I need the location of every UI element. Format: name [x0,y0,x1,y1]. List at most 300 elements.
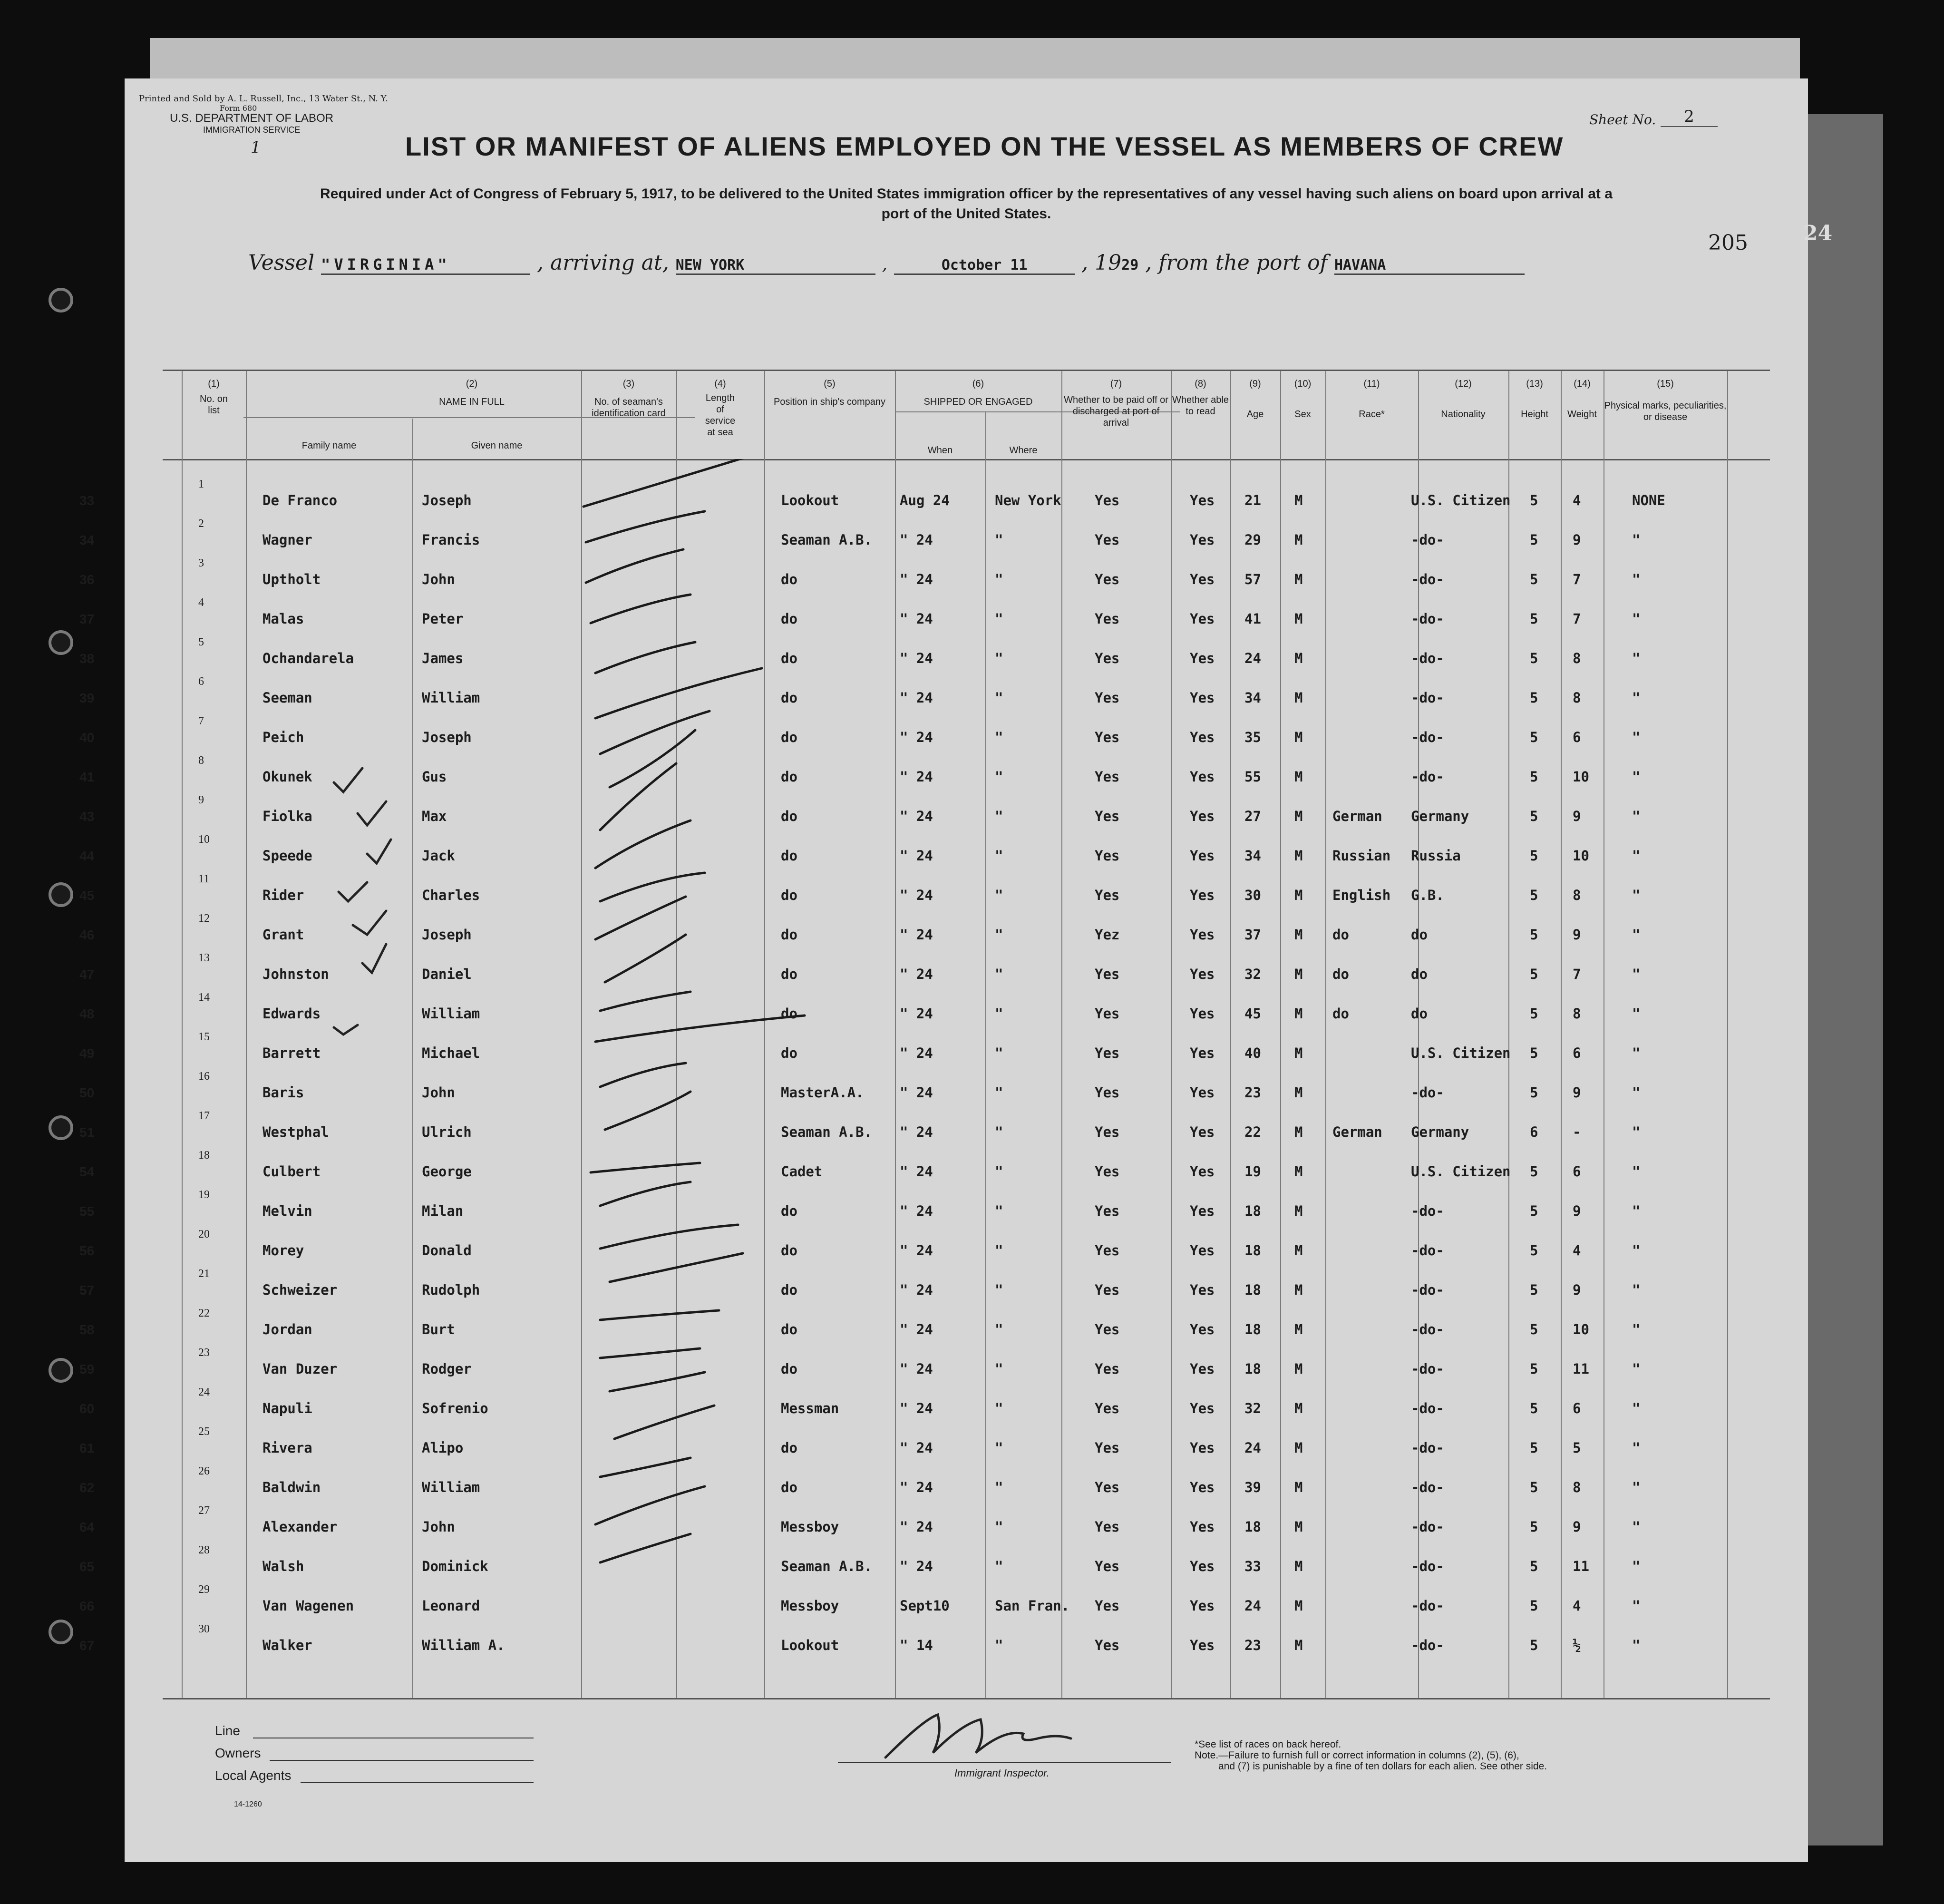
cell-height: 5 [1530,1558,1538,1574]
cell-height: 5 [1530,1045,1538,1061]
cell-nationality: -do- [1411,1321,1444,1338]
cell-nationality: -do- [1411,769,1444,785]
cell-paid: Yes [1095,690,1120,706]
col-number: (15) [1657,379,1674,389]
outer-number: 41 [79,770,95,784]
cell-position: Seaman A.B. [781,1124,873,1140]
cell-age: 22 [1244,1124,1261,1140]
cell-paid: Yes [1095,1361,1120,1377]
list-number: 28 [198,1544,210,1556]
cell-where: " [995,1400,1003,1416]
cell-sex: M [1294,1203,1303,1219]
col-rule [246,371,247,1698]
cell-weight: 8 [1573,690,1581,706]
cell-read: Yes [1190,887,1215,903]
cell-position: Seaman A.B. [781,1558,873,1574]
cell-weight: 10 [1573,848,1589,864]
cell-nationality: U.S. Citizen [1411,1045,1511,1061]
cell-sex: M [1294,1400,1303,1416]
cell-race: do [1332,927,1349,943]
cell-marks: " [1632,1558,1641,1574]
cell-when: " 24 [900,1519,933,1535]
outer-number: 47 [79,967,95,982]
cell-weight: 9 [1573,532,1581,548]
cell-family: Rider [262,887,304,903]
cell-marks: " [1632,769,1641,785]
col2b-header: Given name [471,440,523,451]
cell-weight: 7 [1573,611,1581,627]
cell-nationality: -do- [1411,1203,1444,1219]
cell-family: Seeman [262,690,312,706]
arrival-date: October 11 [894,257,1075,275]
cell-given: Jack [422,848,455,864]
cell-paid: Yes [1095,1242,1120,1259]
cell-family: Jordan [262,1321,312,1338]
cell-height: 5 [1530,1519,1538,1535]
list-number: 26 [198,1465,210,1477]
from-label: , from the port of [1145,251,1328,275]
cell-position: Messman [781,1400,839,1416]
cell-when: " 24 [900,650,933,666]
cell-height: 5 [1530,1400,1538,1416]
cell-read: Yes [1190,492,1215,508]
cell-family: Fiolka [262,808,312,824]
cell-paid: Yes [1095,1163,1120,1180]
cell-where: " [995,1519,1003,1535]
cell-marks: " [1632,1006,1641,1022]
cell-marks: " [1632,1124,1641,1140]
cell-paid: Yes [1095,1598,1120,1614]
col3-header [581,378,676,419]
list-number: 7 [198,715,204,727]
col-rule [1508,371,1509,1698]
cell-when: " 24 [900,532,933,548]
cell-weight: 5 [1573,1440,1581,1456]
col-rule [1561,371,1562,1698]
cell-marks: " [1632,1637,1641,1653]
inspector-line [838,1762,1171,1763]
cell-when: " 24 [900,966,933,982]
cell-sex: M [1294,1124,1303,1140]
outer-number: 60 [79,1401,95,1416]
binder-hole [49,1358,73,1383]
cell-age: 57 [1244,571,1261,587]
cell-marks: " [1632,966,1641,982]
list-number: 1 [198,478,204,490]
cell-position: do [781,1006,797,1022]
col-title: Whether able to read [1172,395,1229,417]
cell-position: Lookout [781,492,839,508]
cell-read: Yes [1190,1479,1215,1495]
cell-marks: " [1632,532,1641,548]
cell-read: Yes [1190,1282,1215,1298]
col6-header [895,378,1061,408]
cell-where: " [995,848,1003,864]
col8-header [1171,378,1230,417]
col7-header [1061,378,1171,429]
cell-given: Leonard [422,1598,480,1614]
col-number: (9) [1249,379,1261,389]
cell-paid: Yes [1095,887,1120,903]
cell-position: do [781,808,797,824]
cell-marks: " [1632,927,1641,943]
cell-read: Yes [1190,966,1215,982]
cell-position: Lookout [781,1637,839,1653]
cell-race: German [1332,1124,1382,1140]
cell-read: Yes [1190,848,1215,864]
cell-weight: 8 [1573,1479,1581,1495]
cell-height: 5 [1530,1321,1538,1338]
cell-marks: " [1632,729,1641,745]
list-number: 29 [198,1583,210,1596]
list-number: 17 [198,1110,210,1122]
year-label: , 19 [1081,251,1122,275]
vessel-line: Vessel "VIRGINIA" , arriving at, NEW YORK , October 11 , 1929 , from the port of HAVANA [248,251,1525,275]
cell-sex: M [1294,492,1303,508]
cell-position: do [781,966,797,982]
cell-position: do [781,1242,797,1259]
col6a-header: When [927,445,953,456]
cell-height: 5 [1530,927,1538,943]
cell-read: Yes [1190,1006,1215,1022]
col-number: (6) [972,379,984,389]
cell-read: Yes [1190,650,1215,666]
cell-height: 6 [1530,1124,1538,1140]
cell-sex: M [1294,1282,1303,1298]
col-number: (1) [208,379,220,389]
cell-given: John [422,1519,455,1535]
col9-header [1230,378,1280,420]
cell-read: Yes [1190,1598,1215,1614]
cell-height: 5 [1530,1598,1538,1614]
list-number: 15 [198,1031,210,1043]
list-number: 18 [198,1149,210,1162]
cell-paid: Yes [1095,492,1120,508]
col-title: Sex [1294,409,1311,420]
cell-read: Yes [1190,1519,1215,1535]
cell-family: Culbert [262,1163,321,1180]
list-number: 19 [198,1189,210,1201]
cell-nationality: -do- [1411,611,1444,627]
cell-paid: Yes [1095,1321,1120,1338]
stamp-number: 205 [1708,231,1748,255]
race-note: *See list of races on back hereof. [1195,1739,1341,1750]
arrival-year: 29 [1121,257,1139,273]
cell-height: 5 [1530,1637,1538,1653]
cell-when: " 24 [900,729,933,745]
cell-read: Yes [1190,1084,1215,1101]
cell-age: 18 [1244,1203,1261,1219]
cell-when: " 24 [900,1045,933,1061]
cell-paid: Yes [1095,1637,1120,1653]
cell-sex: M [1294,532,1303,548]
cell-where: " [995,966,1003,982]
cell-sex: M [1294,650,1303,666]
col-number: (14) [1574,379,1591,389]
cell-where: " [995,1084,1003,1101]
cell-marks: " [1632,1321,1641,1338]
cell-height: 5 [1530,690,1538,706]
cell-read: Yes [1190,1163,1215,1180]
cell-marks: NONE [1632,492,1665,508]
cell-read: Yes [1190,611,1215,627]
cell-given: Ulrich [422,1124,472,1140]
cell-given: William [422,1006,480,1022]
cell-where: " [995,690,1003,706]
cell-where: " [995,1006,1003,1022]
cell-nationality: -do- [1411,1479,1444,1495]
cell-position: do [781,1045,797,1061]
col-number: (7) [1110,379,1122,389]
cell-paid: Yes [1095,1282,1120,1298]
cell-marks: " [1632,650,1641,666]
cell-age: 24 [1244,1440,1261,1456]
cell-paid: Yes [1095,650,1120,666]
cell-paid: Yes [1095,1400,1120,1416]
cell-sex: M [1294,1084,1303,1101]
cell-when: Sept10 [900,1598,950,1614]
cell-given: Rodger [422,1361,472,1377]
cell-family: Wagner [262,532,312,548]
outer-number: 61 [79,1441,95,1455]
col-title: Physical marks, peculiarities, or disease [1604,400,1727,422]
cell-when: " 24 [900,848,933,864]
cell-given: William [422,690,480,706]
cell-when: " 24 [900,1006,933,1022]
subtitle-line-2: port of the United States. [881,206,1051,222]
cell-weight: 9 [1573,927,1581,943]
cell-read: Yes [1190,1321,1215,1338]
cell-age: 32 [1244,966,1261,982]
cell-marks: " [1632,1203,1641,1219]
list-number: 23 [198,1347,210,1359]
outer-number: 50 [79,1085,95,1100]
agents-label: Local Agents [215,1768,292,1783]
cell-sex: M [1294,1006,1303,1022]
cell-paid: Yes [1095,769,1120,785]
cell-paid: Yes [1095,611,1120,627]
cell-when: " 24 [900,571,933,587]
arriving-label: , arriving at, [537,251,669,275]
service: IMMIGRATION SERVICE [203,125,301,135]
outer-number: 55 [79,1204,95,1219]
cell-given: Burt [422,1321,455,1338]
col-title: Weight [1567,409,1597,420]
outer-number: 66 [79,1599,95,1613]
col-rule [182,371,183,1698]
cell-family: Schweizer [262,1282,338,1298]
inspector-signature [866,1705,1114,1762]
cell-age: 21 [1244,492,1261,508]
list-number: 8 [198,754,204,767]
cell-weight: - [1573,1124,1581,1140]
cell-marks: " [1632,1282,1641,1298]
cell-age: 23 [1244,1637,1261,1653]
table-bottom-rule [163,1698,1770,1699]
cell-weight: 9 [1573,1084,1581,1101]
vessel-name: "VIRGINIA" [321,255,530,275]
col-rule [412,419,413,1698]
cell-when: " 24 [900,1321,933,1338]
cell-given: Michael [422,1045,480,1061]
cell-family: Ochandarela [262,650,354,666]
cell-nationality: do [1411,966,1428,982]
list-number: 12 [198,912,210,925]
cell-sex: M [1294,1558,1303,1574]
cell-height: 5 [1530,1163,1538,1180]
cell-marks: " [1632,1045,1641,1061]
col-number: (8) [1195,379,1206,389]
cell-given: Dominick [422,1558,488,1574]
cell-sex: M [1294,571,1303,587]
cell-weight: 4 [1573,1242,1581,1259]
cell-sex: M [1294,1519,1303,1535]
cell-weight: ½ [1573,1637,1581,1653]
cell-when: " 24 [900,690,933,706]
col10-header [1280,378,1325,420]
cell-nationality: -do- [1411,729,1444,745]
col-number: (4) [714,379,726,389]
cell-age: 18 [1244,1519,1261,1535]
cell-position: MasterA.A. [781,1084,864,1101]
cell-sex: M [1294,1479,1303,1495]
cell-marks: " [1632,1479,1641,1495]
cell-family: Grant [262,927,304,943]
list-number: 16 [198,1070,210,1083]
cell-weight: 8 [1573,650,1581,666]
cell-marks: " [1632,1598,1641,1614]
inspector-label: Immigrant Inspector. [954,1767,1050,1779]
list-number: 4 [198,596,204,609]
cell-marks: " [1632,1242,1641,1259]
cell-where: " [995,1479,1003,1495]
col-rule [1418,371,1419,1698]
list-number: 27 [198,1504,210,1517]
cell-when: " 24 [900,1124,933,1140]
cell-nationality: Germany [1411,808,1469,824]
cell-age: 37 [1244,927,1261,943]
outer-number: 34 [79,533,95,547]
cell-position: do [781,611,797,627]
cell-height: 5 [1530,769,1538,785]
cell-marks: " [1632,1361,1641,1377]
cell-where: " [995,1282,1003,1298]
cell-family: Rivera [262,1440,312,1456]
binder-hole [49,1620,73,1644]
cell-given: Peter [422,611,464,627]
outer-number: 51 [79,1125,95,1140]
handwritten-strokes [581,459,914,1696]
cell-given: Charles [422,887,480,903]
outer-number: 38 [79,651,95,666]
cell-where: " [995,1440,1003,1456]
cell-nationality: -do- [1411,690,1444,706]
cell-when: " 24 [900,1361,933,1377]
cell-position: do [781,690,797,706]
cell-family: Morey [262,1242,304,1259]
binder-hole [49,288,73,312]
cell-sex: M [1294,1321,1303,1338]
cell-paid: Yes [1095,1519,1120,1535]
cell-given: William [422,1479,480,1495]
outer-number: 54 [79,1164,95,1179]
cell-weight: 8 [1573,887,1581,903]
cell-race: German [1332,808,1382,824]
cell-when: " 24 [900,611,933,627]
cell-paid: Yes [1095,808,1120,824]
cell-given: Joseph [422,492,472,508]
cell-nationality: do [1411,927,1428,943]
col14-header [1561,378,1604,420]
cell-family: De Franco [262,492,338,508]
cell-sex: M [1294,1045,1303,1061]
cell-position: do [781,729,797,745]
cell-position: do [781,1282,797,1298]
cell-position: do [781,1479,797,1495]
col-rule [1280,371,1281,1698]
cell-marks: " [1632,887,1641,903]
col-number: (13) [1526,379,1543,389]
cell-age: 34 [1244,690,1261,706]
cell-race: English [1332,887,1391,903]
col-number: (12) [1455,379,1472,389]
cell-nationality: Russia [1411,848,1461,864]
cell-weight: 8 [1573,1006,1581,1022]
cell-position: do [781,848,797,864]
cell-when: " 24 [900,1440,933,1456]
cell-when: " 14 [900,1637,933,1653]
cell-read: Yes [1190,571,1215,587]
binder-hole [49,1115,73,1140]
cell-read: Yes [1190,1203,1215,1219]
cell-age: 27 [1244,808,1261,824]
cell-position: Messboy [781,1598,839,1614]
cell-age: 55 [1244,769,1261,785]
cell-read: Yes [1190,1440,1215,1456]
col-title: Length of service at sea [705,393,736,438]
cell-when: " 24 [900,887,933,903]
cell-paid: Yes [1095,532,1120,548]
outer-number: 65 [79,1559,95,1574]
cell-family: Walker [262,1637,312,1653]
cell-weight: 11 [1573,1558,1589,1574]
cell-nationality: -do- [1411,532,1444,548]
col2a-header: Family name [301,440,357,451]
cell-sex: M [1294,966,1303,982]
cell-where: " [995,1242,1003,1259]
cell-family: Alexander [262,1519,338,1535]
col15-header [1604,378,1727,423]
cell-age: 40 [1244,1045,1261,1061]
list-number: 13 [198,952,210,964]
binder-hole [49,882,73,907]
cell-marks: " [1632,808,1641,824]
cell-given: Donald [422,1242,472,1259]
cell-family: Baldwin [262,1479,321,1495]
cell-age: 32 [1244,1400,1261,1416]
cell-height: 5 [1530,1361,1538,1377]
cell-family: Malas [262,611,304,627]
binder-hole [49,630,73,655]
cell-height: 5 [1530,1282,1538,1298]
col-title: Height [1521,409,1548,420]
cell-age: 19 [1244,1163,1261,1180]
outer-number: 64 [79,1520,95,1534]
col-rule [1171,371,1172,1698]
cell-height: 5 [1530,1084,1538,1101]
col-number: (10) [1294,379,1312,389]
cell-sex: M [1294,808,1303,824]
